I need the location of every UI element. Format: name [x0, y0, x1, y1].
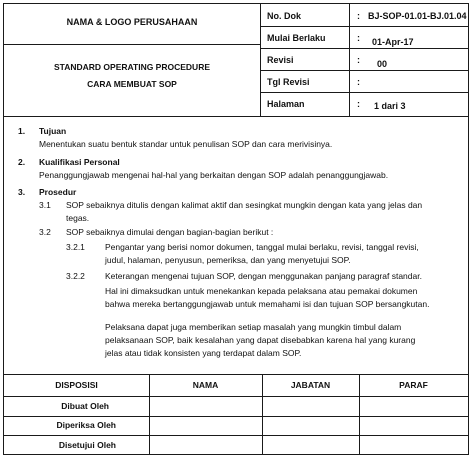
item-3-2-number: 3.2	[39, 227, 51, 237]
item-3-2-2-line1: Keterangan mengenai tujuan SOP, dengan menggunakan panjang paragraf standar.	[105, 271, 422, 281]
signature-cell-diperiksa-nama[interactable]	[150, 417, 262, 435]
field-label: No. Dok	[267, 11, 302, 21]
signature-cell-disetujui-nama[interactable]	[150, 436, 262, 454]
item-3-2-2-line5: pelaksanaan SOP, baik kesalahan yang dapat disebabkan karena hal yang kurang	[105, 335, 416, 345]
field-value: 00	[377, 59, 388, 69]
signature-cell-dibuat-nama[interactable]	[150, 397, 262, 416]
disposition-row-dibuat: Dibuat Oleh	[61, 401, 109, 411]
section-1-text: Menentukan suatu bentuk standar untuk penulisan SOP dan cara merivisinya.	[39, 139, 333, 149]
signature-cell-diperiksa-paraf[interactable]	[360, 417, 468, 435]
item-3-2-2-line2: Hal ini dimaksudkan untuk menekankan kepada pelaksana atau pemakai dokumen	[105, 286, 418, 296]
item-3-2-2-line3: bahwa mereka bertanggungjawab untuk memahami isi dan tujuan SOP bersangkutan.	[105, 299, 430, 309]
field-value: 01-Apr-17	[372, 37, 414, 47]
item-3-2-1-line2: judul, halaman, penyusun, pemeriksa, dan yang menyetujui SOP.	[105, 255, 351, 265]
item-3-2-1-line1: Pengantar yang berisi nomor dokumen, tanggal mulai berlaku, revisi, tanggal revisi,	[105, 242, 419, 252]
item-3-2-1-number: 3.2.1	[66, 242, 85, 252]
field-colon: :	[357, 33, 360, 43]
field-colon: :	[357, 55, 360, 65]
field-colon: :	[357, 77, 360, 87]
section-1-number: 1.	[18, 126, 26, 136]
item-3-1-number: 3.1	[39, 200, 51, 210]
field-label: Mulai Berlaku	[267, 33, 326, 43]
item-3-2-2-number: 3.2.2	[66, 271, 85, 281]
signature-cell-diperiksa-jabatan[interactable]	[263, 417, 359, 435]
signature-cell-disetujui-jabatan[interactable]	[263, 436, 359, 454]
section-2-number: 2.	[18, 157, 26, 167]
doc-title-line2: CARA MEMBUAT SOP	[87, 79, 177, 89]
sop-document	[3, 3, 469, 455]
signature-cell-disetujui-paraf[interactable]	[360, 436, 468, 454]
section-2-text: Penanggungjawab mengenai hal-hal yang berkaitan dengan SOP adalah penanggungjawab.	[39, 170, 389, 180]
field-label: Revisi	[267, 55, 294, 65]
doc-title-line1: STANDARD OPERATING PROCEDURE	[54, 62, 210, 72]
signature-cell-dibuat-paraf[interactable]	[360, 397, 468, 416]
signature-cell-dibuat-jabatan[interactable]	[263, 397, 359, 416]
disposition-row-diperiksa: Diperiksa Oleh	[56, 420, 116, 430]
disposition-header-nama: NAMA	[192, 380, 219, 390]
item-3-2-text: SOP sebaiknya dimulai dengan bagian-bagian berikut :	[66, 227, 274, 237]
field-colon: :	[357, 99, 360, 109]
field-colon: :	[357, 11, 360, 21]
item-3-2-2-line6: jelas atau tidak konsisten yang terdapat dalam SOP.	[105, 348, 302, 358]
item-3-1-line2: tegas.	[66, 213, 90, 223]
field-label: Halaman	[267, 99, 305, 109]
disposition-header-jabatan: JABATAN	[290, 380, 331, 390]
item-3-2-2-line4: Pelaksana dapat juga memberikan setiap masalah yang mungkin timbul dalam	[105, 322, 402, 332]
disposition-header-paraf: PARAF	[399, 380, 428, 390]
field-label: Tgl Revisi	[267, 77, 310, 87]
company-name: NAMA & LOGO PERUSAHAAN	[66, 17, 198, 27]
section-3-number: 3.	[18, 187, 26, 197]
field-value: 1 dari 3	[374, 101, 406, 111]
field-value: BJ-SOP-01.01-BJ.01.04	[368, 11, 467, 21]
disposition-row-disetujui: Disetujui Oleh	[58, 440, 116, 450]
disposition-header-disposisi: DISPOSISI	[55, 380, 98, 390]
item-3-1-line1: SOP sebaiknya ditulis dengan kalimat aktif dan sesingkat mungkin dengan kata yang jelas dan	[66, 200, 423, 210]
section-2-title: Kualifikasi Personal	[39, 157, 120, 167]
section-1-title: Tujuan	[39, 126, 67, 136]
section-3-title: Prosedur	[39, 187, 77, 197]
